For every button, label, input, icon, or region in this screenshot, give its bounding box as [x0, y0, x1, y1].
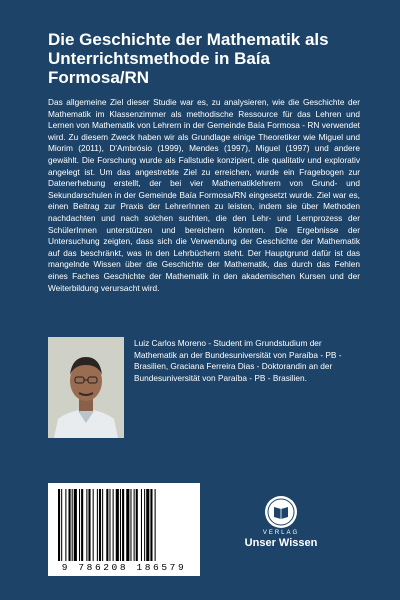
publisher-label: VERLAG — [262, 530, 300, 536]
author-bio: Luiz Carlos Moreno - Student im Grundstudium der Mathematik an der Bundesuniversität von Paraíba - PB - Brasilien, Graciana Ferreira Dias - Doktorandin an der Bundesuniversität von Paraíba - PB - Brasilien. — [134, 338, 342, 383]
book-abstract: Das allgemeine Ziel dieser Studie war es, zu analysieren, wie die Geschichte der Mathematik im Klassenzimmer als methodische Ressource für das Lehren und Lernen von Mathematik von Lehrern in der Gemeinde Baía Formosa - RN verwendet wird. Zu diesem Zweck haben wir als Grundlage einige Theoretiker wie Miguel und Miorim (2011), D'Ambrósio (1999), Mendes (1997), Miguel (1997) und andere gewählt. Die Forschung wurde als Fallstudie konzipiert, die qualitativ und explorativ angelegt ist. Um das angestrebte Ziel zu erreichen, wurde ein Fragebogen zur Datenerhebung erstellt, der bei vier Mathematiklehrern von Grund- und Sekundarschulen in der Gemeinde Baía Formosa/RN eingesetzt wurde. Ziel war es, einen Beitrag zur Praxis der LehrerInnen zu leisten, indem sie über Methoden nachdachten und nach solchen suchten, die den Lehr- und Lernprozess der SchülerInnen unterstützen und bereichern könnten. Die Ergebnisse der Untersuchung zeigten, dass sich die Verwendung der Geschichte der Mathematik auf das beschränkt, was in den Lehrbüchern steht. Der Hauptgrund dafür ist das mangelnde Wissen über die Geschichte der Mathematik, das durch das Fehlen eines Faches Geschichte der Mathematik in den akademischen Kursen und der Weiterbildung verursacht wird. — [48, 97, 360, 293]
publisher-block — [226, 495, 336, 565]
publisher-name: Unser Wissen — [244, 537, 318, 549]
barcode-bars — [56, 489, 192, 561]
isbn-number: 9 786208 186579 — [61, 562, 187, 573]
isbn-barcode — [48, 483, 200, 576]
author-photo — [48, 337, 124, 438]
publisher-logo-icon — [264, 495, 298, 529]
book-title: Die Geschichte der Mathematik als Unterrichtsmethode in Baía Formosa/RN — [48, 30, 329, 87]
